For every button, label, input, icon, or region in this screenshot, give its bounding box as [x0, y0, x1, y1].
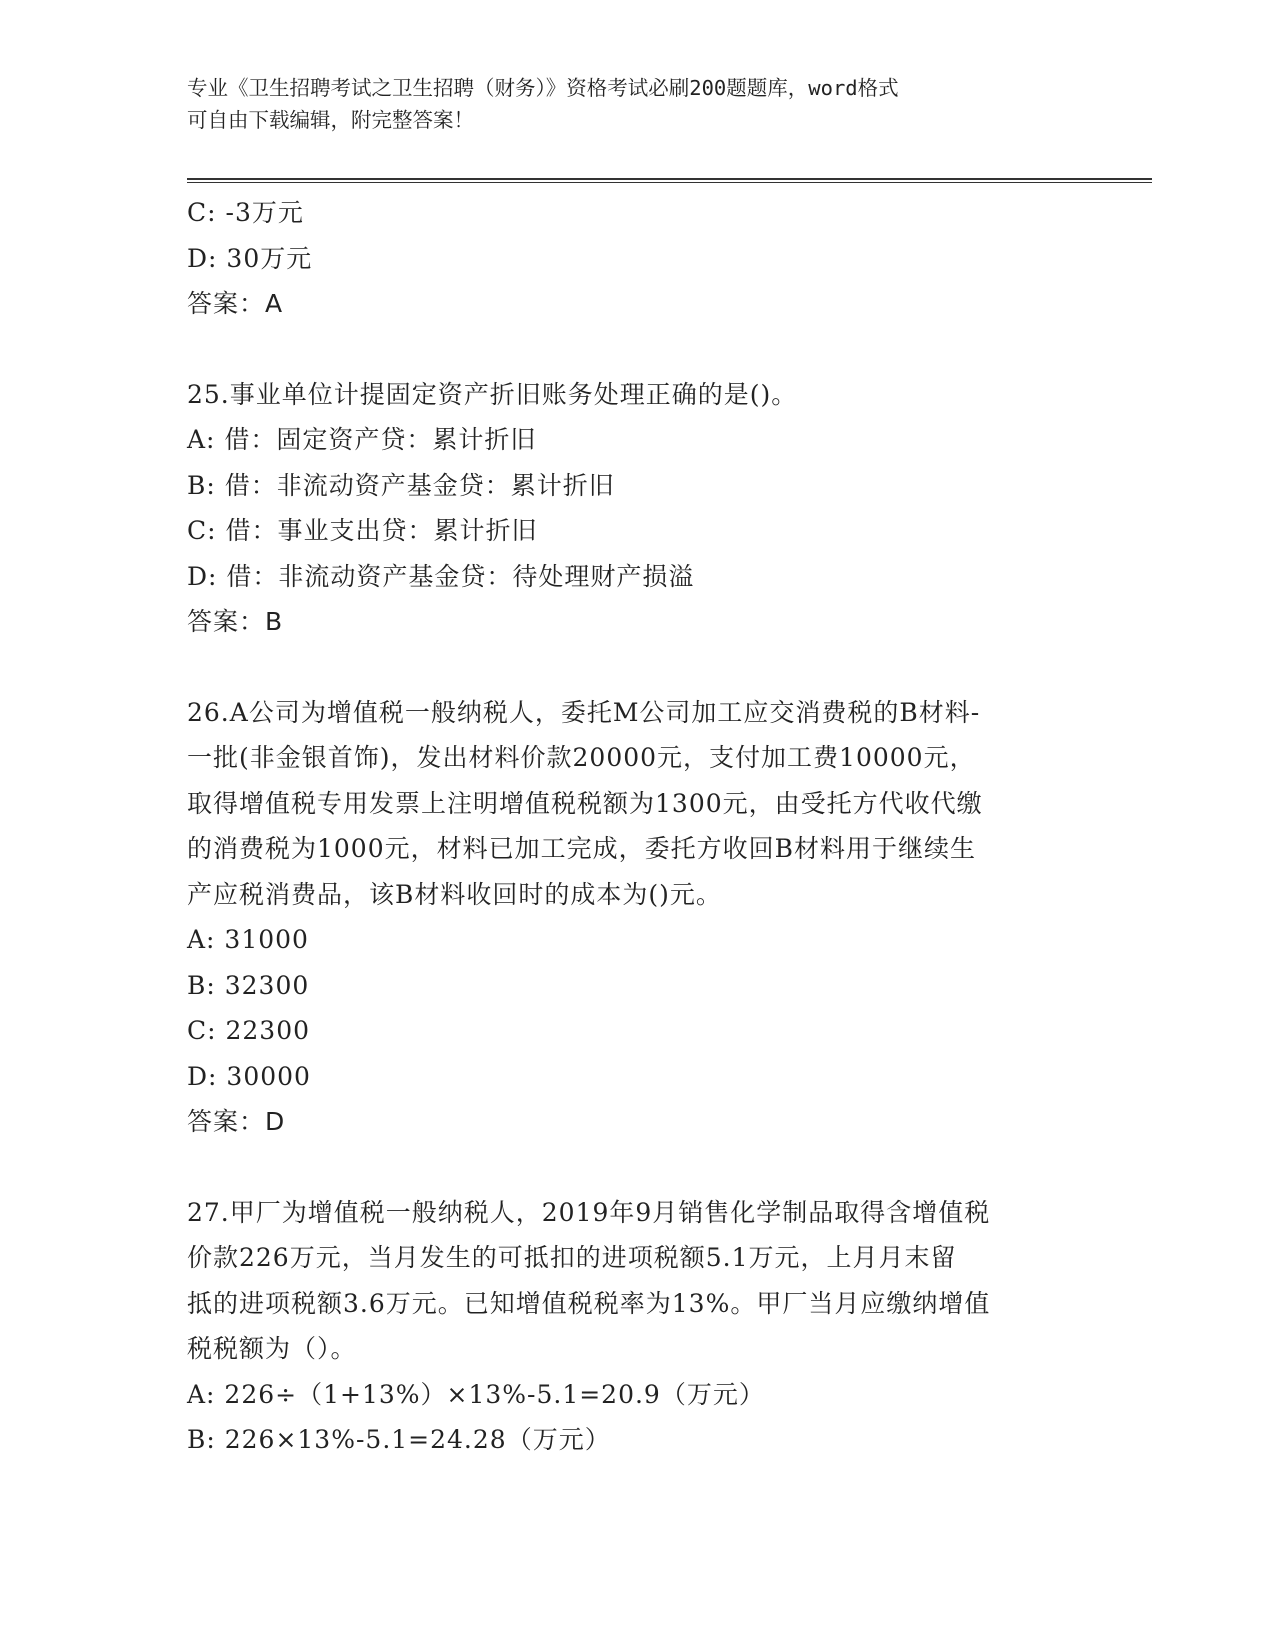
- option-a: A: 226÷（1+13%）×13%-5.1=20.9（万元）: [187, 1379, 765, 1409]
- question-text-line: 27.甲厂为增值税一般纳税人，2019年9月销售化学制品取得含增值税: [187, 1197, 991, 1227]
- question-25: [187, 372, 1087, 645]
- option-a: A: 31000: [187, 925, 309, 954]
- question-text-line: 的消费税为1000元，材料已加工完成，委托方收回B材料用于继续生: [187, 834, 976, 863]
- spacer: [187, 327, 1087, 372]
- question-text: 25.事业单位计提固定资产折旧账务处理正确的是()。: [187, 379, 798, 409]
- option-d: D: 30万元: [187, 243, 313, 273]
- answer-line: 答案：B: [187, 607, 284, 636]
- header-divider-thick: [187, 178, 1152, 180]
- spacer: [187, 1145, 1087, 1190]
- option-c: C: -3万元: [187, 198, 304, 227]
- option-b: B: 32300: [187, 970, 310, 1000]
- option-d: D: 借：非流动资产基金贷：待处理财产损溢: [187, 561, 695, 591]
- header-line-1: 专业《卫生招聘考试之卫生招聘（财务）》资格考试必刷200题题库，word格式: [187, 76, 899, 100]
- option-a: A: 借：固定资产贷：累计折旧: [187, 425, 537, 454]
- question-text-line: 26.A公司为增值税一般纳税人，委托M公司加工应交消费税的B材料-: [187, 697, 981, 727]
- spacer: [187, 645, 1087, 690]
- question-text-line: 价款226万元，当月发生的可抵扣的进项税额5.1万元，上月月末留: [187, 1243, 957, 1272]
- question-content: [187, 190, 1087, 1463]
- option-c: C: 借：事业支出贷：累计折旧: [187, 516, 538, 545]
- answer-line: 答案：A: [187, 289, 284, 318]
- question-24-tail: [187, 190, 1087, 327]
- question-27: [187, 1190, 1087, 1463]
- option-b: B: 226×13%-5.1=24.28（万元）: [187, 1425, 611, 1454]
- question-text-line: 一批(非金银首饰)，发出材料价款20000元，支付加工费10000元，: [187, 743, 976, 772]
- answer-line: 答案：D: [187, 1107, 286, 1136]
- question-text-line: 抵的进项税额3.6万元。已知增值税税率为13%。甲厂当月应缴纳增值: [187, 1288, 991, 1318]
- header-line-2: 可自由下载编辑，附完整答案！: [187, 108, 474, 132]
- option-c: C: 22300: [187, 1016, 311, 1045]
- question-text-line: 产应税消费品，该B材料收回时的成本为()元。: [187, 879, 722, 909]
- document-header: [187, 72, 1087, 136]
- question-26: [187, 690, 1087, 1145]
- option-b: B: 借：非流动资产基金贷：累计折旧: [187, 470, 615, 500]
- question-text-line: 取得增值税专用发票上注明增值税税额为1300元，由受托方代收代缴: [187, 788, 983, 818]
- option-d: D: 30000: [187, 1061, 311, 1091]
- question-text-line: 税税额为（）。: [187, 1334, 357, 1363]
- header-divider-thin: [187, 182, 1152, 183]
